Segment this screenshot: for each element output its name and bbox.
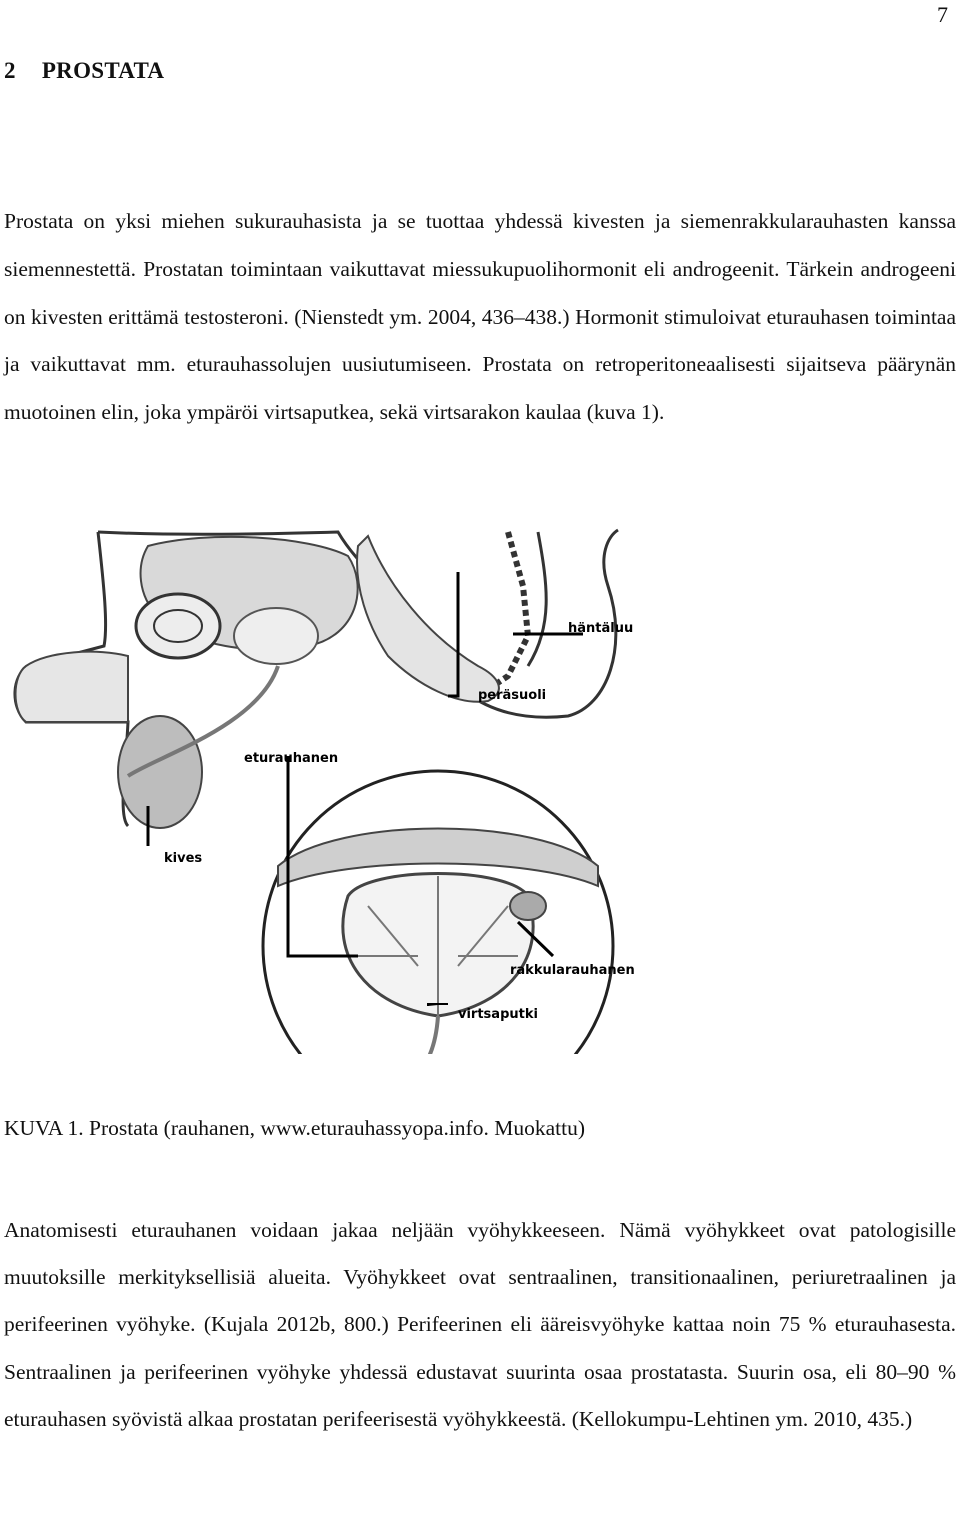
section-title: PROSTATA	[41, 58, 165, 83]
label-virtsaputki: virtsaputki	[458, 1007, 538, 1022]
label-hantaluu: häntäluu	[568, 621, 634, 636]
zones-paragraph: Anatomisesti eturauhanen voidaan jakaa neljään vyöhykkeeseen. Nämä vyöhykkeet ovat patologisille muutoksille merkityksellisiä alueita. Vyöhykkeet ovat sentraalinen, transitionaalinen, periuretraalinen ja perifeerinen vyöhyke. (Kujala 2012b, 800.) Perifeerinen eli ääreisvyöhyke kattaa noin 75 % eturauhasesta. Sentraalinen ja perifeerinen vyöhyke yhdessä edustavat suurinta osaa prostatasta. Suurin osa, eli 80–90 % eturauhasen syövistä alkaa prostatan perifeerisestä vyöhykkeestä. (Kellokumpu-Lehtinen ym. 2010, 435.)	[4, 1218, 956, 1431]
page-number: 7	[937, 2, 948, 27]
label-eturauhanen: eturauhanen	[244, 751, 339, 766]
section-heading	[4, 58, 164, 84]
prostate-anatomy-figure	[8, 526, 650, 1054]
label-perasuoli: peräsuoli	[478, 688, 547, 703]
label-rakkularauhanen: rakkularauhanen	[510, 963, 635, 978]
section-number: 2	[4, 58, 16, 83]
intro-paragraph: Prostata on yksi miehen sukurauhasista ja se tuottaa yhdessä kivesten ja siemenrakkularauhasten kanssa siemennestettä. Prostatan toimintaan vaikuttavat miessukupuolihormonit eli androgeenit. Tärkein androgeeni on kivesten erittämä testosteroni. (Nienstedt ym. 2004, 436–438.) Hormonit stimuloivat eturauhasen toimintaa ja vaikuttavat mm. eturauhassolujen uusiutumiseen. Prostata on retroperitoneaalisesti sijaitseva päärynän muotoinen elin, joka ympäröi virtsaputkea, sekä virtsarakon kaulaa (kuva 1).	[4, 209, 956, 425]
figure-caption: KUVA 1. Prostata (rauhanen, www.eturauhassyopa.info. Muokattu)	[4, 1116, 585, 1140]
label-kives: kives	[164, 851, 203, 866]
prostate-anatomy-illustration	[8, 526, 650, 1054]
